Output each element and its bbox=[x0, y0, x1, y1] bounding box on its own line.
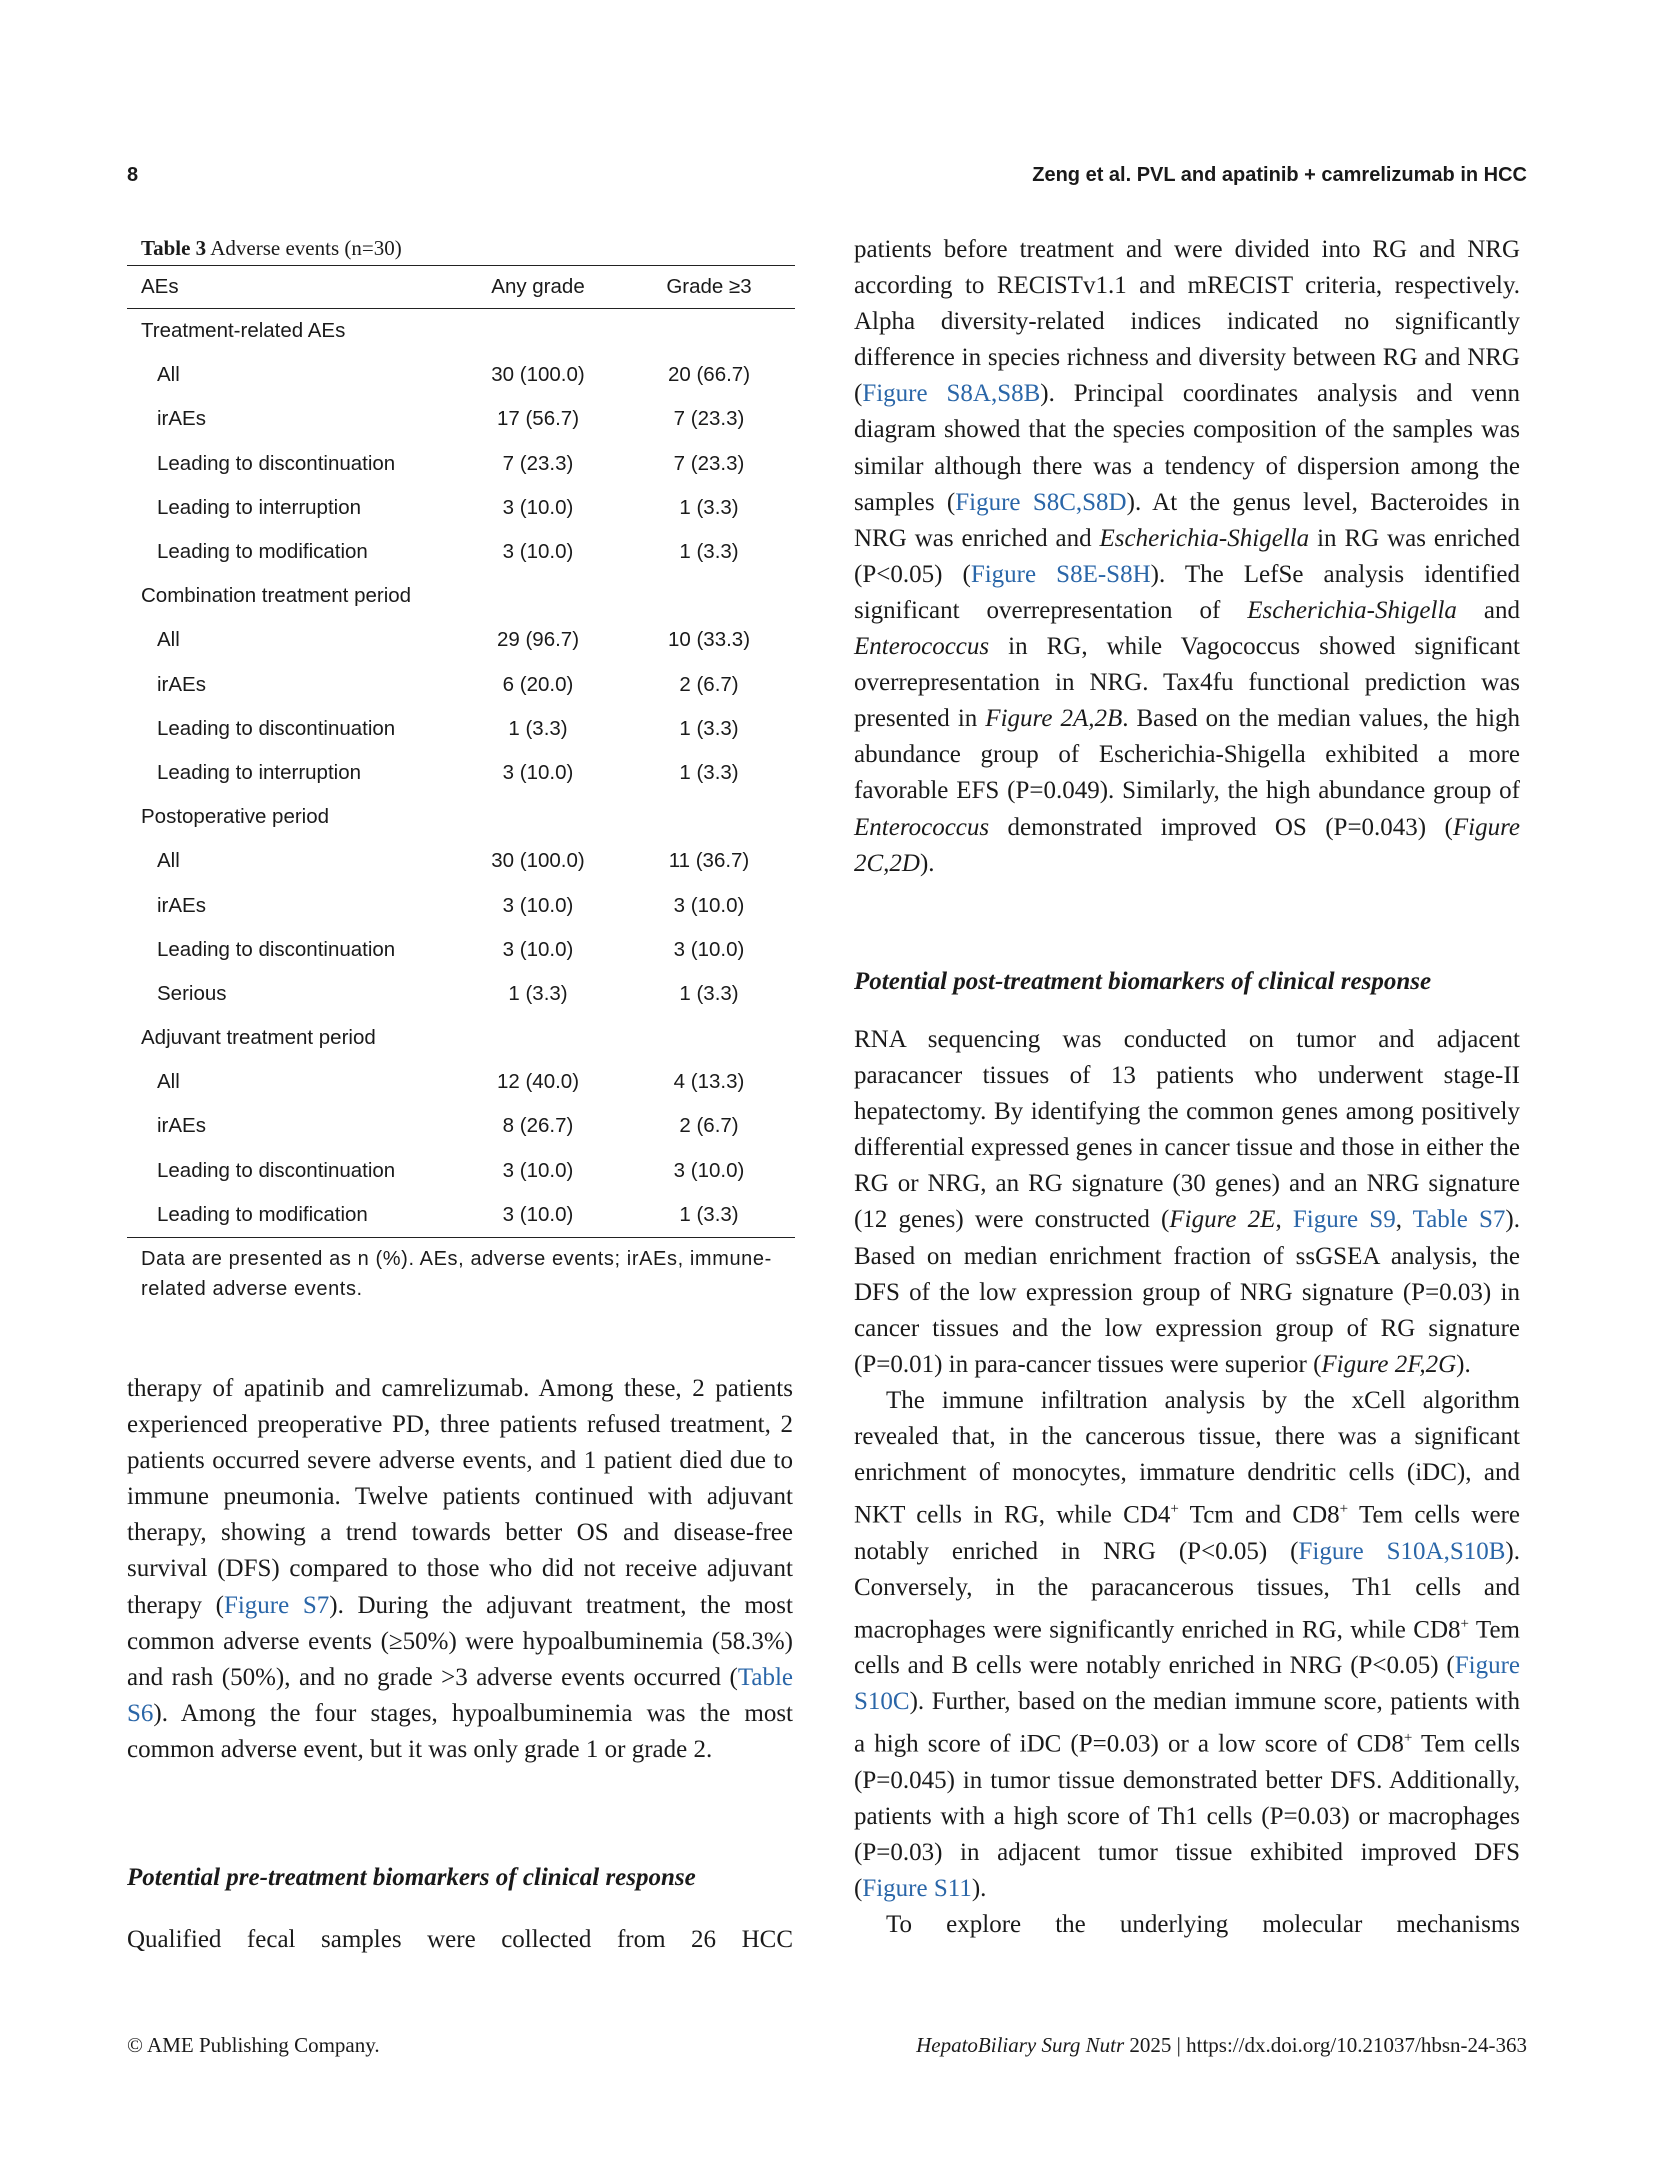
cell-label: Serious bbox=[157, 981, 227, 1005]
cell-label: irAEs bbox=[157, 407, 206, 431]
cell-label: All bbox=[157, 628, 180, 652]
footer-copyright: © AME Publishing Company. bbox=[127, 2033, 380, 2057]
table-row bbox=[127, 442, 795, 486]
figure-reference-link[interactable]: Figure S10C bbox=[854, 1652, 1520, 1716]
italic-text: Figure 2F,2G bbox=[1321, 1350, 1457, 1378]
right-column-text-2 bbox=[854, 1022, 1520, 1943]
text-segment: Tem cells were notably enriched in NRG (P<0.05) ( bbox=[854, 1501, 1520, 1565]
journal-name: HepatoBiliary Surg Nutr bbox=[916, 2033, 1125, 2057]
paragraph bbox=[854, 232, 1520, 882]
paragraph bbox=[854, 1022, 1520, 1383]
cell-any-grade: 8 (26.7) bbox=[502, 1114, 574, 1138]
table-row bbox=[127, 839, 795, 883]
cell-label: irAEs bbox=[157, 672, 206, 696]
cell-any-grade bbox=[453, 574, 623, 618]
table-caption-text: Adverse events (n=30) bbox=[210, 236, 402, 260]
text-segment: ). At the genus level, Bacteroides in NRG was enriched and bbox=[854, 488, 1521, 552]
footer-citation bbox=[916, 2033, 1527, 2058]
table-row bbox=[127, 972, 795, 1016]
text-segment: , bbox=[1395, 1206, 1413, 1234]
table-caption-label: Table 3 bbox=[141, 236, 207, 260]
superscript: + bbox=[1170, 1501, 1179, 1518]
paragraph bbox=[854, 1907, 1520, 1943]
cell-grade3: 4 (13.3) bbox=[673, 1070, 745, 1094]
cell-grade3: 2 (6.7) bbox=[679, 1114, 739, 1138]
cell-grade3: 3 (10.0) bbox=[673, 937, 745, 961]
figure-reference-link[interactable]: Figure S7 bbox=[223, 1591, 330, 1619]
table-row bbox=[127, 1149, 795, 1193]
cell-any-grade: 1 (3.3) bbox=[508, 981, 568, 1005]
text-segment: Tcm and CD8 bbox=[1178, 1501, 1340, 1529]
figure-reference-link[interactable]: Figure S11 bbox=[862, 1875, 972, 1903]
text-segment: Qualified fecal samples were collected from 26 HCC bbox=[127, 1926, 793, 1953]
cell-any-grade: 3 (10.0) bbox=[502, 937, 574, 961]
italic-text: Figure 2C,2D bbox=[854, 813, 1520, 877]
table-caption bbox=[141, 232, 795, 265]
cell-any-grade: 7 (23.3) bbox=[502, 451, 574, 475]
column-header-any-grade: Any grade bbox=[453, 266, 623, 309]
text-segment: The immune infiltration analysis by the xCell algorithm revealed that, in the cancerous tissue, there was a significant enrichment of monocytes, immature dendritic cells (iDC), and NKT cells in RG, while CD4 bbox=[854, 1386, 1520, 1529]
table-section-row bbox=[127, 1016, 795, 1060]
text-segment: ). Based on median enrichment fraction of ssGSEA analysis, the DFS of the low expression group of NRG signature (P=0.03) in cancer tissues and the low expression group of RG signature (P=0.01) in para-cancer tissues were superior ( bbox=[854, 1206, 1520, 1378]
cell-any-grade: 3 (10.0) bbox=[502, 893, 574, 917]
cell-label: Leading to discontinuation bbox=[157, 1158, 396, 1182]
table-row bbox=[127, 353, 795, 397]
cell-grade3: 2 (6.7) bbox=[679, 672, 739, 696]
cell-label: Combination treatment period bbox=[141, 584, 412, 608]
cell-grade3: 10 (33.3) bbox=[667, 628, 751, 652]
cell-grade3: 1 (3.3) bbox=[679, 716, 739, 740]
section-heading-pretreatment bbox=[127, 1864, 696, 1892]
left-column-text bbox=[127, 1371, 793, 1768]
cell-any-grade: 6 (20.0) bbox=[502, 672, 574, 696]
section-heading-posttreatment bbox=[854, 968, 1431, 996]
table-row bbox=[127, 1193, 795, 1238]
cell-label: Leading to discontinuation bbox=[157, 716, 396, 740]
cell-grade3: 1 (3.3) bbox=[679, 495, 739, 519]
text-segment: Tem cells and B cells were notably enriched in NRG (P<0.05) ( bbox=[854, 1616, 1521, 1680]
text-segment: ). The LefSe analysis identified significant overrepresentation of bbox=[854, 560, 1520, 624]
column-header-aes: AEs bbox=[127, 266, 453, 309]
text-segment: ). Among the four stages, hypoalbuminemia was the most common adverse event, but it was only grade 1 or grade 2. bbox=[127, 1699, 793, 1763]
figure-reference-link[interactable]: Figure S8E-S8H bbox=[970, 560, 1151, 588]
table-row bbox=[127, 751, 795, 795]
text-segment: , bbox=[1275, 1206, 1293, 1234]
paragraph bbox=[854, 1383, 1520, 1907]
figure-reference-link[interactable]: Table S7 bbox=[1412, 1206, 1506, 1234]
text-segment: ). Conversely, in the paracancerous tissues, Th1 cells and macrophages were significantly enriched in RG, while CD8 bbox=[854, 1537, 1520, 1644]
italic-text: Figure 2E bbox=[1169, 1206, 1276, 1234]
cell-grade3: 1 (3.3) bbox=[679, 981, 739, 1005]
cell-any-grade bbox=[453, 309, 623, 354]
cell-label: Postoperative period bbox=[141, 805, 330, 829]
cell-label: All bbox=[157, 363, 180, 387]
figure-reference-link[interactable]: Table S6 bbox=[127, 1663, 793, 1727]
text-segment: To explore the underlying molecular mechanisms bbox=[886, 1911, 1520, 1939]
cell-any-grade: 29 (96.7) bbox=[496, 628, 580, 652]
text-segment: patients before treatment and were divided into RG and NRG according to RECISTv1.1 and mRECIST criteria, respectively. Alpha diversity-related indices indicated no significantly difference in species richness and diversity between RG and NRG ( bbox=[854, 236, 1520, 408]
text-segment: RNA sequencing was conducted on tumor and adjacent paracancer tissues of 13 patients who underwent stage-II hepatectomy. By identifying the common genes among positively differential expressed genes in cancer tissue and those in either the RG or NRG, an RG signature (30 genes) and an NRG signature (12 genes) were constructed ( bbox=[854, 1026, 1520, 1234]
cell-grade3: 1 (3.3) bbox=[679, 760, 739, 784]
superscript: + bbox=[1339, 1501, 1349, 1518]
superscript: + bbox=[1460, 1615, 1469, 1632]
cell-label: Treatment-related AEs bbox=[141, 319, 346, 343]
cell-label: All bbox=[157, 1070, 180, 1094]
table-row bbox=[127, 883, 795, 927]
text-segment: therapy of apatinib and camrelizumab. Among these, 2 patients experienced preoperative PD, three patients refused treatment, 2 patients occurred severe adverse events, and 1 patient died due to immune pneumonia. Twelve patients continued with adjuvant therapy, showing a trend towards better OS and disease-free survival (DFS) compared to those who did not receive adjuvant therapy ( bbox=[127, 1375, 793, 1619]
text-segment: . Based on the median values, the high abundance group of Escherichia-Shigella exhibited a more favorable EFS (P=0.049). Similarly, the high abundance group of bbox=[854, 705, 1521, 805]
cell-grade3: 7 (23.3) bbox=[673, 451, 745, 475]
cell-grade3: 1 (3.3) bbox=[623, 1193, 795, 1238]
table-row bbox=[127, 618, 795, 662]
cell-label: Leading to interruption bbox=[157, 495, 362, 519]
cell-any-grade: 1 (3.3) bbox=[508, 716, 568, 740]
table-row bbox=[127, 707, 795, 751]
cell-grade3 bbox=[623, 574, 795, 618]
text-segment: ). bbox=[971, 1875, 987, 1903]
cell-grade3: 3 (10.0) bbox=[673, 893, 745, 917]
text-segment: ). bbox=[919, 849, 935, 877]
right-column-text bbox=[854, 232, 1520, 882]
figure-reference-link[interactable]: Figure S10A,S10B bbox=[1298, 1537, 1506, 1565]
text-segment: ). bbox=[1456, 1350, 1471, 1378]
cell-label: irAEs bbox=[157, 893, 206, 917]
cell-label: Leading to discontinuation bbox=[157, 451, 396, 475]
paragraph bbox=[127, 1371, 793, 1768]
italic-text: Enterococcus bbox=[854, 633, 990, 661]
cell-any-grade: 3 (10.0) bbox=[502, 495, 574, 519]
cell-grade3: 1 (3.3) bbox=[679, 540, 739, 564]
text-segment: in RG, while Vagococcus showed significant overrepresentation in NRG. Tax4fu functional prediction was presented in bbox=[854, 633, 1520, 733]
table-row bbox=[127, 1104, 795, 1148]
figure-reference-link[interactable]: Figure S8A,S8B bbox=[862, 380, 1041, 408]
text-segment: Tem cells (P=0.045) in tumor tissue demonstrated better DFS. Additionally, patients with a high score of Th1 cells (P=0.03) or macrophages (P=0.03) in adjacent tumor tissue exhibited improved DFS ( bbox=[854, 1730, 1520, 1903]
adverse-events-table bbox=[127, 265, 795, 1238]
page-number: 8 bbox=[127, 164, 139, 186]
figure-reference-link[interactable]: Figure S8C,S8D bbox=[955, 488, 1127, 516]
cell-any-grade: 3 (10.0) bbox=[502, 1158, 574, 1182]
cell-label: All bbox=[157, 849, 180, 873]
text-segment: demonstrated improved OS (P=0.043) ( bbox=[989, 813, 1453, 841]
cell-grade3 bbox=[623, 795, 795, 839]
cell-any-grade: 17 (56.7) bbox=[496, 407, 580, 431]
cell-grade3 bbox=[623, 309, 795, 354]
figure-reference-link[interactable]: Figure S9 bbox=[1292, 1206, 1396, 1234]
cell-label: Leading to interruption bbox=[157, 760, 362, 784]
running-title: Zeng et al. PVL and apatinib + camrelizumab in HCC bbox=[1032, 164, 1527, 186]
text-segment: and bbox=[1456, 596, 1520, 624]
left-column-text-2 bbox=[127, 1922, 793, 1958]
cell-label: Leading to discontinuation bbox=[157, 937, 396, 961]
cell-label: irAEs bbox=[157, 1114, 206, 1138]
cell-any-grade: 30 (100.0) bbox=[491, 363, 585, 387]
section-heading-text: Potential post-treatment biomarkers of clinical response bbox=[854, 968, 1432, 995]
italic-text: Escherichia-Shigella bbox=[1247, 596, 1457, 624]
cell-grade3: 7 (23.3) bbox=[673, 407, 745, 431]
italic-text: Enterococcus bbox=[854, 813, 990, 841]
superscript: + bbox=[1403, 1730, 1413, 1747]
text-segment: ). Principal coordinates analysis and venn diagram showed that the species composition of the samples was similar although there was a tendency of dispersion among the samples ( bbox=[854, 380, 1520, 516]
cell-grade3: 11 (36.7) bbox=[668, 849, 750, 873]
cell-any-grade: 12 (40.0) bbox=[496, 1070, 580, 1094]
italic-text: Figure 2A,2B bbox=[985, 705, 1123, 733]
cell-label: Leading to modification bbox=[127, 1193, 453, 1238]
cell-label: Adjuvant treatment period bbox=[141, 1026, 376, 1050]
table-row bbox=[127, 486, 795, 530]
citation-text: 2025 | https://dx.doi.org/10.21037/hbsn-24-363 bbox=[1124, 2033, 1527, 2057]
text-segment: in RG was enriched (P<0.05) ( bbox=[854, 524, 1520, 588]
cell-any-grade bbox=[453, 795, 623, 839]
table-row bbox=[127, 663, 795, 707]
cell-grade3 bbox=[623, 1016, 795, 1060]
italic-text: Escherichia-Shigella bbox=[1099, 524, 1310, 552]
table-section-row bbox=[127, 795, 795, 839]
table-section-row bbox=[127, 309, 795, 354]
cell-any-grade: 3 (10.0) bbox=[502, 760, 574, 784]
table-row bbox=[127, 530, 795, 574]
text-segment: ). During the adjuvant treatment, the most common adverse events (≥50%) were hypoalbuminemia (58.3%) and rash (50%), and no grade >3 adverse events occurred ( bbox=[127, 1591, 793, 1691]
cell-grade3: 20 (66.7) bbox=[667, 363, 751, 387]
cell-any-grade: 3 (10.0) bbox=[502, 540, 574, 564]
table-section-row bbox=[127, 574, 795, 618]
cell-grade3: 3 (10.0) bbox=[673, 1158, 745, 1182]
cell-any-grade: 3 (10.0) bbox=[453, 1193, 623, 1238]
table-row bbox=[127, 397, 795, 441]
cell-any-grade: 30 (100.0) bbox=[491, 849, 585, 873]
table-header-row bbox=[127, 266, 795, 309]
table-3 bbox=[127, 232, 795, 1304]
cell-label: Leading to modification bbox=[157, 540, 368, 564]
paragraph bbox=[127, 1922, 793, 1958]
column-header-grade3: Grade ≥3 bbox=[623, 266, 795, 309]
table-footnote: Data are presented as n (%). AEs, adverse events; irAEs, immune-related adverse events. bbox=[141, 1247, 772, 1300]
section-heading-text: Potential pre-treatment biomarkers of clinical response bbox=[127, 1864, 696, 1891]
cell-any-grade bbox=[453, 1016, 623, 1060]
text-segment: ). Further, based on the median immune score, patients with a high score of iDC (P=0.03) or a low score of CD8 bbox=[854, 1688, 1520, 1758]
table-row bbox=[127, 928, 795, 972]
table-row bbox=[127, 1060, 795, 1104]
